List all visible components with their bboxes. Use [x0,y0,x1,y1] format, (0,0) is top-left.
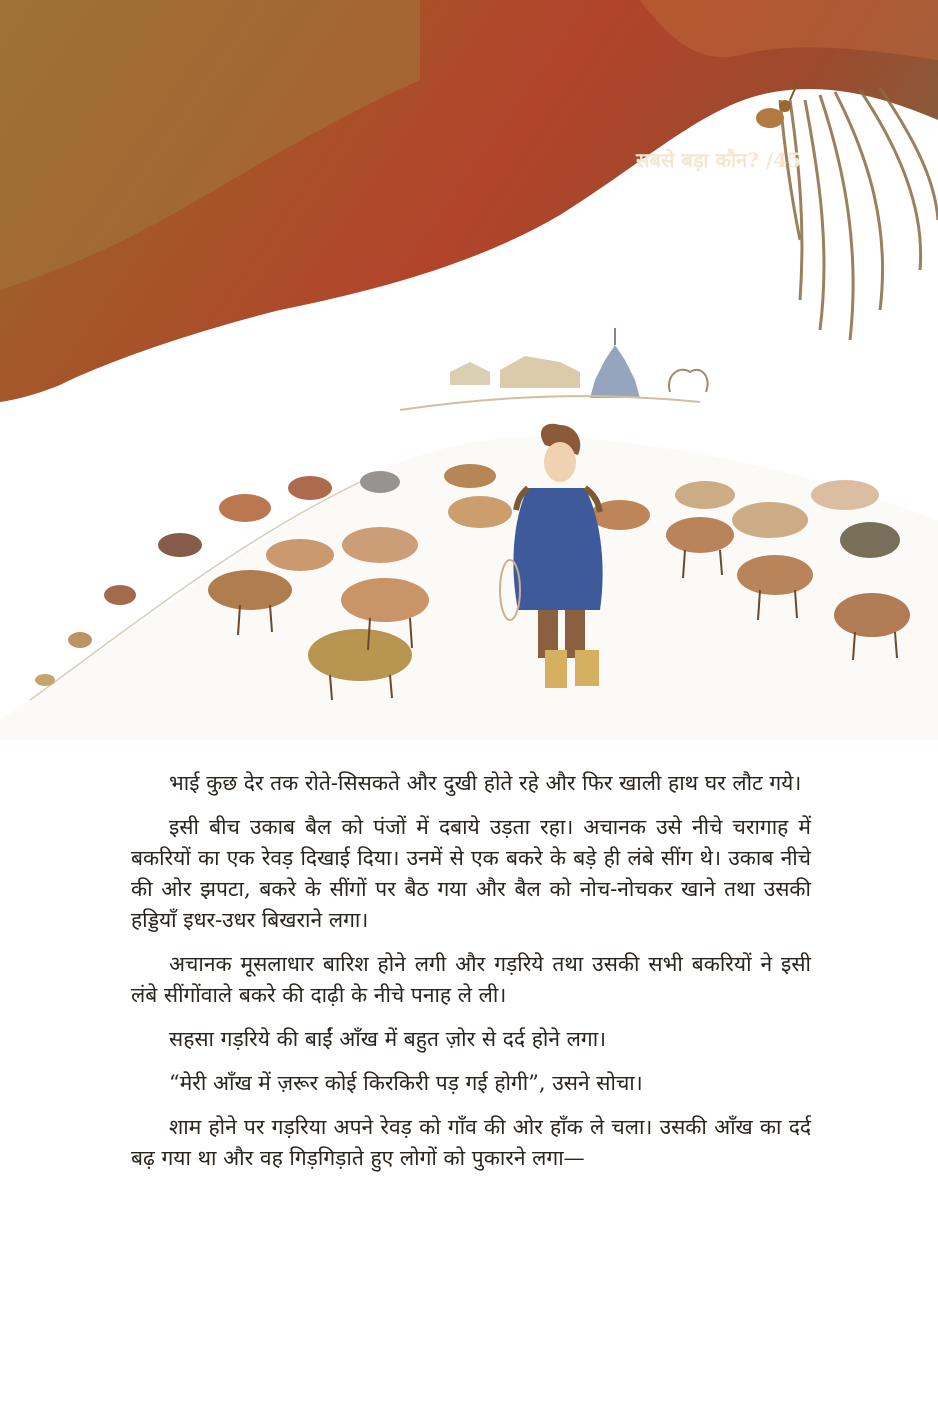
body-text [131,768,811,1187]
paragraph: शाम होने पर गड़रिया अपने रेवड़ को गाँव की ओर हाँक ले चला। उसकी आँख का दर्द बढ़ गया था और वह गिड़गिड़ाते हुए लोगों को पुकारने लगा— [131,1115,811,1170]
paragraph: अचानक मूसलाधार बारिश होने लगी और गड़रिये तथा उसकी सभी बकरियों ने इसी लंबे सींगोंवाले बकरे की दाढ़ी के नीचे पनाह ले ली। [131,952,811,1007]
paragraph: इसी बीच उकाब बैल को पंजों में दबाये उड़ता रहा। अचानक उसे नीचे चरागाह में बकरियों का एक रेवड़ दिखाई दिया। उनमें से एक बकरे के बड़े ही लंबे सींग थे। उकाब नीचे की ओर झपटा, बकरे के सींगों पर बैठ गया और बैल को नोच-नोचकर खाने तथा उसकी हड्डियाँ इधर-उधर बिखराने लगा। [131,815,811,932]
paragraph: सहसा गड़रिये की बाईं आँख में बहुत ज़ोर से दर्द होने लगा। [169,1027,607,1051]
village [400,328,708,410]
running-head: सबसे बड़ा कौन? /45 [636,148,802,172]
paragraph: “मेरी आँख में ज़रूर कोई किरकिरी पड़ गई होगी”, उसने सोचा। [169,1071,643,1095]
paragraph: भाई कुछ देर तक रोते-सिसकते और दुखी होते रहे और फिर खाली हाथ घर लौट गये। [169,771,802,795]
